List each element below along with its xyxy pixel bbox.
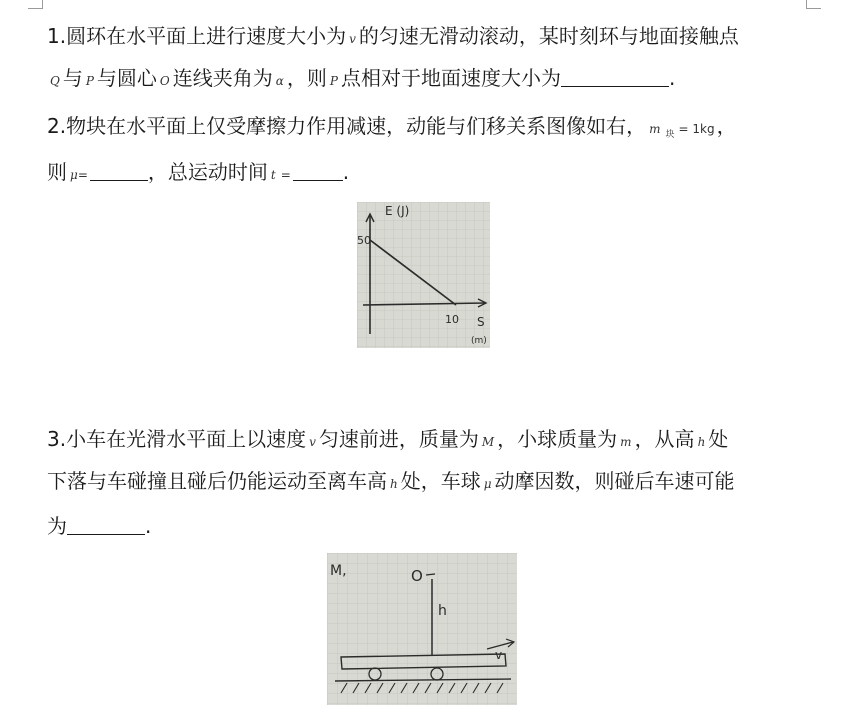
q2-line-1	[47, 112, 737, 149]
velocity-label: v	[495, 648, 503, 662]
q3-line-3	[47, 512, 151, 540]
q1-line-1	[47, 22, 739, 53]
answer-blank-t[interactable]	[293, 162, 343, 181]
q3-text: 匀速前进，质量为	[318, 427, 479, 451]
q1-text: ，则	[286, 66, 327, 90]
mass-label: M,	[330, 563, 347, 579]
var-v: v	[349, 32, 356, 46]
mass-value: = 1kg	[678, 122, 715, 136]
height-label: h	[438, 603, 447, 619]
period: .	[342, 160, 350, 184]
q1-text: 与	[62, 66, 83, 90]
mass-subscript: 块	[665, 130, 675, 140]
q2-text: ，总运动时间	[147, 160, 268, 184]
y-value-label: 50	[357, 234, 371, 247]
var-O: O	[159, 74, 170, 88]
y-axis-label: E (J)	[385, 204, 410, 218]
var-v: v	[309, 435, 316, 449]
answer-blank[interactable]	[561, 68, 669, 87]
var-mu: μ	[70, 168, 78, 182]
q3-text: 为	[47, 514, 67, 538]
answer-blank-mu[interactable]	[90, 162, 148, 181]
period: .	[145, 514, 152, 538]
q3-text: 下落与车碰撞且碰后仍能运动至离车高	[47, 469, 387, 493]
answer-blank[interactable]	[67, 516, 145, 535]
q2-text: ，	[716, 114, 737, 138]
equals: =	[77, 168, 88, 182]
var-P: P	[85, 74, 94, 88]
page-corner-mark	[806, 0, 821, 9]
var-mu: μ	[483, 477, 492, 491]
var-h: h	[390, 477, 398, 491]
graph-sketch	[357, 202, 490, 348]
q2-text: 则	[47, 160, 67, 184]
q2-text: 2.物块在水平面上仅受摩擦力作用减速，动能与们移关系图像如右，	[47, 114, 647, 138]
x-axis-label: S	[477, 315, 485, 329]
q1-text: 点相对于地面速度大小为	[340, 66, 561, 90]
page-corner-mark	[28, 0, 43, 9]
q3-text: ，小球质量为	[497, 427, 618, 451]
var-alpha: α	[275, 74, 284, 88]
q1-line-2	[47, 64, 675, 95]
var-Q: Q	[50, 74, 60, 88]
period: .	[668, 66, 676, 90]
q1-text: 的匀速无滑动滚动，某时刻环与地面接触点	[358, 24, 739, 48]
x-unit-label: (m)	[471, 336, 487, 346]
q1-text: 连线夹角为	[172, 66, 273, 90]
q3-text: 动摩因数，则碰后车速可能	[494, 469, 735, 493]
cart-ball-sketch	[327, 553, 517, 705]
energy-displacement-graph	[357, 202, 490, 348]
x-value-label: 10	[445, 313, 459, 326]
q2-line-2	[47, 158, 349, 189]
cart-sketch	[327, 553, 517, 705]
var-m: m	[649, 122, 661, 136]
ball-label: O	[411, 567, 423, 585]
var-h: h	[697, 435, 706, 449]
q3-text: ，从高	[634, 427, 695, 451]
equals: =	[280, 168, 291, 182]
q3-line-1	[47, 425, 728, 456]
q1-text: 1.圆环在水平面上进行速度大小为	[47, 24, 347, 48]
q3-line-2	[47, 467, 735, 498]
var-M: M	[481, 435, 495, 449]
q3-text: 3.小车在光滑水平面上以速度	[47, 427, 307, 451]
var-m: m	[620, 435, 632, 449]
var-t: t	[270, 168, 276, 182]
q1-text: 与圆心	[96, 66, 157, 90]
q3-text: 处	[708, 427, 729, 451]
var-P: P	[329, 74, 338, 88]
q3-text: 处，车球	[400, 469, 481, 493]
